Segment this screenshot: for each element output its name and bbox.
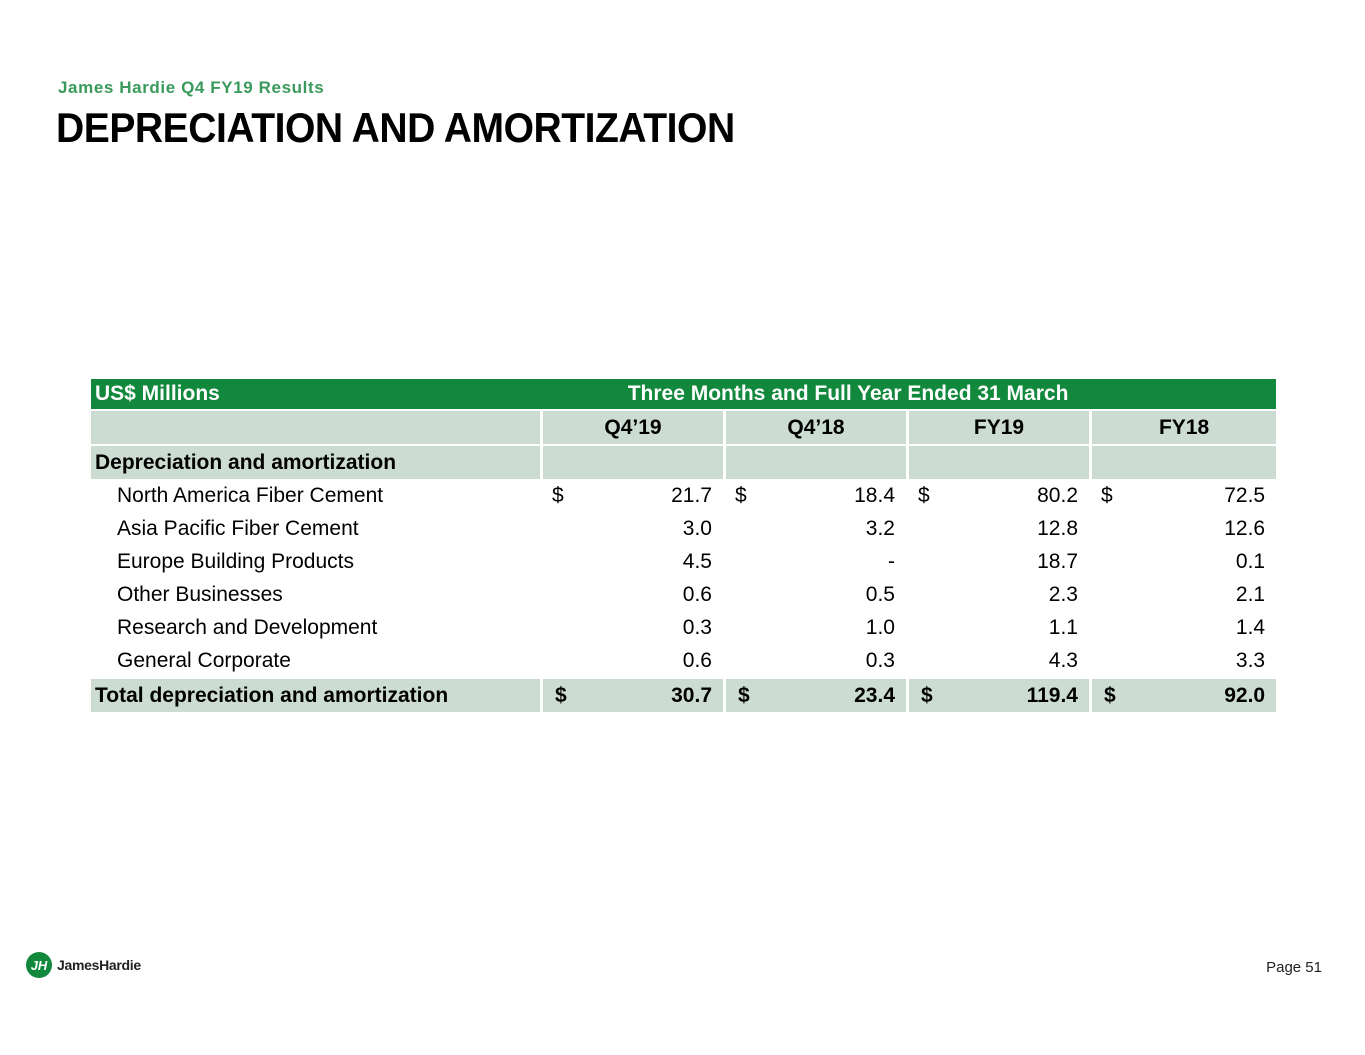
page-title: DEPRECIATION AND AMORTIZATION — [56, 104, 735, 151]
cell-value: 80.2 — [1037, 483, 1078, 507]
cell-value: 0.5 — [865, 582, 895, 606]
cell-value: 21.7 — [671, 483, 712, 507]
cell-value: 3.2 — [865, 516, 895, 540]
cell-value: 1.4 — [1235, 615, 1266, 639]
total-value: 23.4 — [759, 677, 906, 712]
table-row — [91, 578, 1276, 611]
total-value: 119.4 — [942, 677, 1089, 712]
column-header: FY18 — [1089, 409, 1276, 444]
table-row — [91, 545, 1276, 578]
page-number: Page 51 — [1266, 959, 1322, 976]
row-label: Other Businesses — [117, 582, 283, 606]
section-row — [91, 444, 1276, 479]
cell-value: 2.3 — [1048, 582, 1078, 606]
column-header: Q4’19 — [540, 409, 723, 444]
table-row — [91, 512, 1276, 545]
column-header: FY19 — [906, 409, 1089, 444]
table-header-row — [91, 379, 1276, 409]
table-row — [91, 644, 1276, 677]
row-label: Research and Development — [117, 615, 378, 639]
cell-value: 0.6 — [682, 582, 712, 606]
depreciation-table — [91, 379, 1276, 712]
section-label: Depreciation and amortization — [91, 444, 540, 479]
total-row — [91, 677, 1276, 712]
row-label: North America Fiber Cement — [117, 483, 384, 507]
column-header: Q4’18 — [723, 409, 906, 444]
currency-symbol: $ — [1101, 483, 1113, 507]
cell-value: 2.1 — [1235, 582, 1266, 606]
cell-value: 0.3 — [682, 615, 712, 639]
cell-value: 3.0 — [682, 516, 712, 540]
currency-symbol: $ — [552, 483, 564, 507]
currency-symbol: $ — [1089, 677, 1125, 712]
currency-symbol: $ — [540, 677, 576, 712]
presentation-subtitle: James Hardie Q4 FY19 Results — [58, 78, 325, 97]
logo-wordmark: JamesHardie — [57, 957, 141, 973]
currency-symbol: $ — [906, 677, 942, 712]
cell-value: 12.8 — [1037, 516, 1078, 540]
row-label: Europe Building Products — [117, 549, 354, 573]
cell-value: 1.0 — [865, 615, 895, 639]
row-label: Asia Pacific Fiber Cement — [117, 516, 359, 540]
unit-label: US$ Millions — [91, 379, 540, 409]
table-row — [91, 479, 1276, 512]
row-label: General Corporate — [117, 648, 291, 672]
total-value: 92.0 — [1125, 677, 1276, 712]
cell-value: 1.1 — [1048, 615, 1078, 639]
cell-value: 4.3 — [1048, 648, 1078, 672]
cell-value: 12.6 — [1224, 516, 1266, 540]
cell-value: 72.5 — [1224, 483, 1266, 507]
column-header-row — [91, 409, 1276, 444]
column-header-empty — [91, 409, 540, 444]
cell-value: 0.3 — [865, 648, 895, 672]
james-hardie-logo — [26, 952, 141, 978]
currency-symbol: $ — [735, 483, 747, 507]
table-row — [91, 611, 1276, 644]
cell-value: - — [888, 549, 895, 573]
cell-value: 4.5 — [682, 549, 712, 573]
cell-value: 18.4 — [854, 483, 895, 507]
cell-value: 3.3 — [1235, 648, 1266, 672]
cell-value: 0.6 — [682, 648, 712, 672]
cell-value: 18.7 — [1037, 549, 1078, 573]
currency-symbol: $ — [918, 483, 930, 507]
total-value: 30.7 — [576, 677, 723, 712]
cell-value: 0.1 — [1235, 549, 1266, 573]
jh-logo-icon: JH — [26, 952, 52, 978]
currency-symbol: $ — [723, 677, 759, 712]
total-label: Total depreciation and amortization — [91, 677, 540, 712]
period-label: Three Months and Full Year Ended 31 March — [540, 379, 1276, 409]
